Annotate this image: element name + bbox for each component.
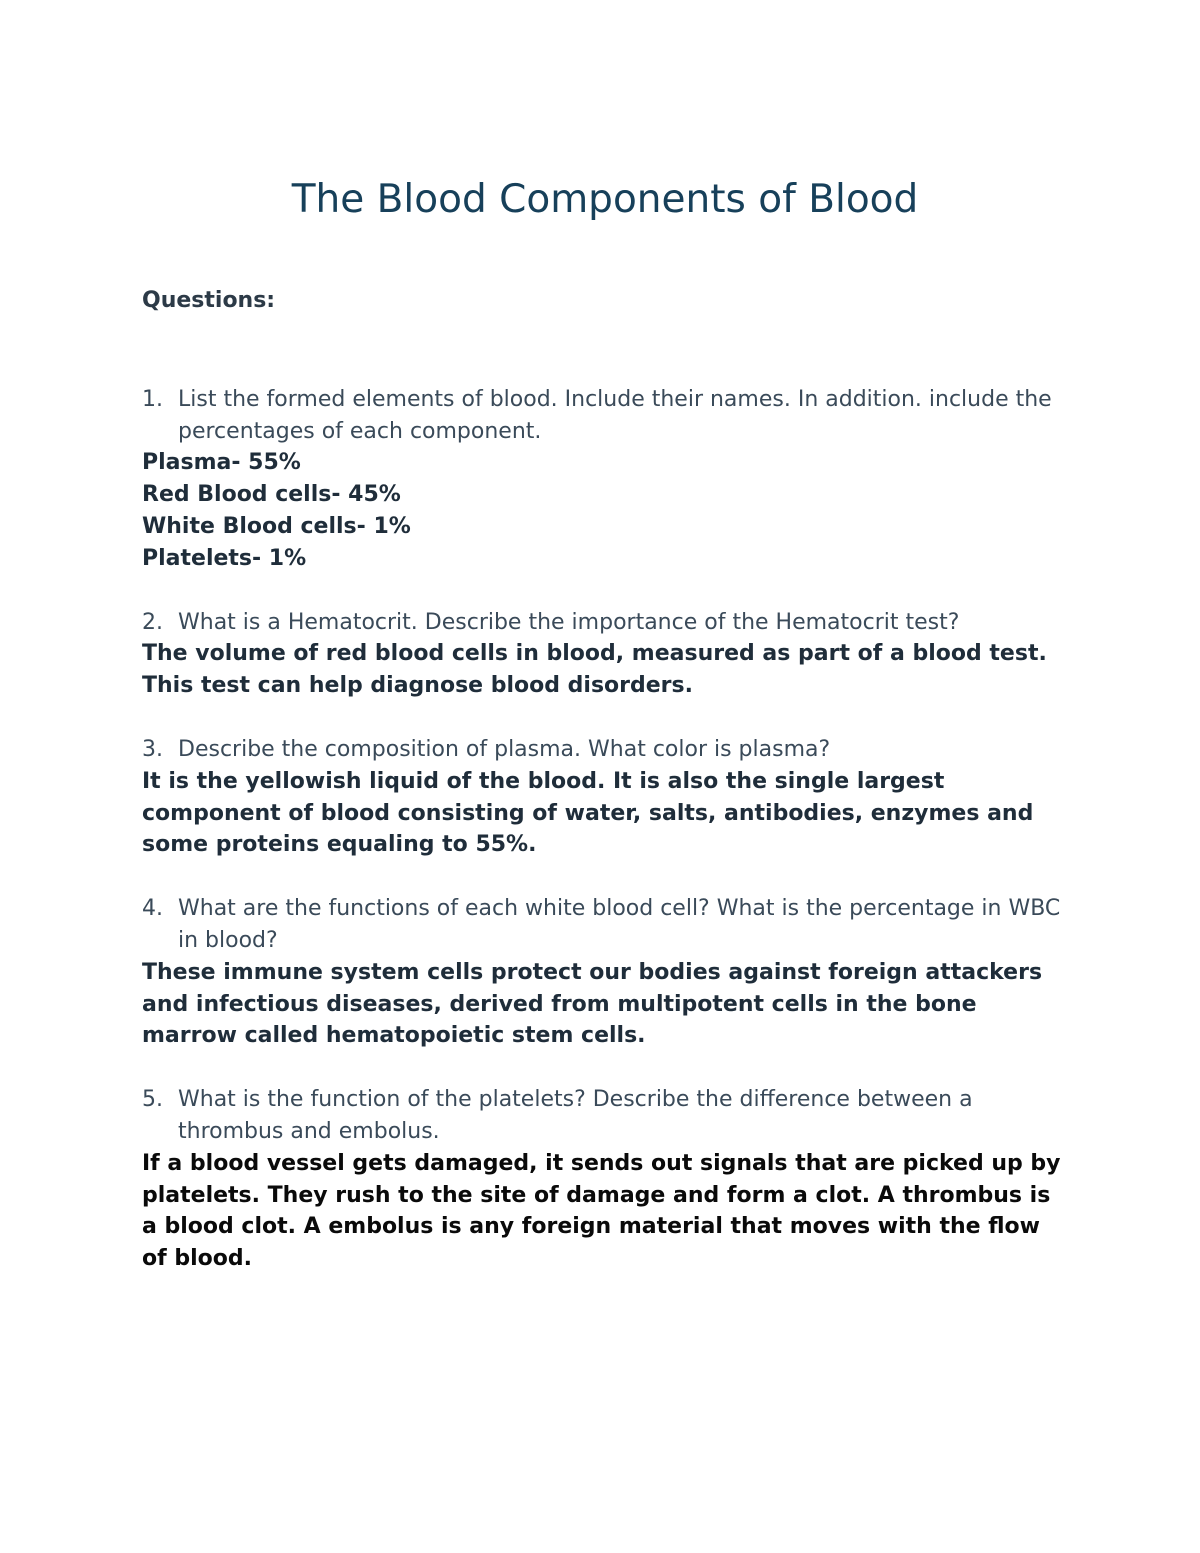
answer-item: Plasma- 55% (142, 450, 301, 476)
question-5 (142, 1084, 1072, 1148)
question-text: What are the functions of each white blood cell? What is the percentage in WBC in blood? (178, 896, 1061, 953)
spacer (142, 575, 1072, 607)
question-text: Describe the composition of plasma. What color is plasma? (178, 736, 831, 762)
question-number: 3. (142, 736, 163, 762)
answer-3: It is the yellowish liquid of the blood. It is also the single largest component of blood consisting of water, salts, antibodies, enzymes and some proteins equaling to 55%. (142, 768, 1034, 858)
answer-2: The volume of red blood cells in blood, measured as part of a blood test. This test can help diagnose blood disorders. (142, 641, 1047, 699)
question-text: What is the function of the platelets? Describe the difference between a thrombus and embolus. (178, 1087, 973, 1144)
spacer (142, 861, 1072, 893)
answer-1-list (142, 447, 1072, 574)
answer-item: White Blood cells- 1% (142, 513, 411, 539)
spacer (142, 1052, 1072, 1084)
questions-heading: Questions: (142, 288, 276, 313)
answer-item: Red Blood cells- 45% (142, 482, 401, 508)
answer-item: Platelets- 1% (142, 545, 307, 571)
question-number: 1. (142, 386, 163, 412)
question-3 (142, 734, 1072, 766)
question-1 (142, 384, 1072, 448)
document-title: The Blood Components of Blood (291, 177, 919, 222)
question-number: 2. (142, 609, 163, 635)
question-text: What is a Hematocrit. Describe the importance of the Hematocrit test? (178, 609, 960, 635)
answer-4: These immune system cells protect our bodies against foreign attackers and infectious diseases, derived from multipotent cells in the bone marrow called hematopoietic stem cells. (142, 959, 1043, 1049)
question-4 (142, 893, 1072, 957)
answer-5: If a blood vessel gets damaged, it sends out signals that are picked up by platelets. They rush to the site of damage and form a clot. A thrombus is a blood clot. A embolus is any foreign material that moves with the flow of blood. (142, 1150, 1061, 1272)
question-number: 5. (142, 1087, 163, 1113)
question-number: 4. (142, 896, 163, 922)
spacer (142, 702, 1072, 734)
question-2 (142, 607, 1072, 639)
document-body (142, 285, 1072, 1275)
question-text: List the formed elements of blood. Include their names. In addition. include the percentages of each component. (178, 386, 1052, 444)
